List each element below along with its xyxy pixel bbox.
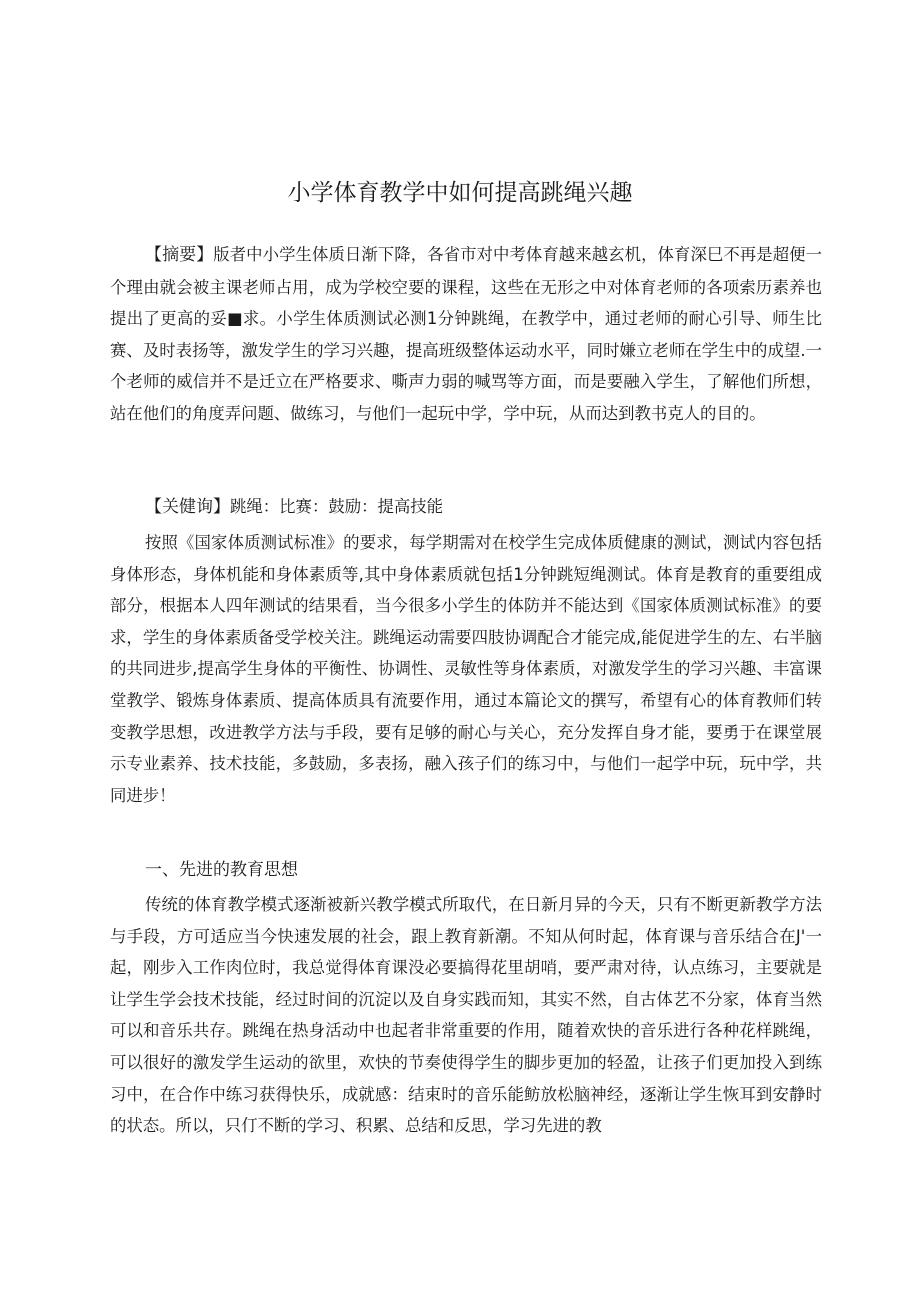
section-paragraph: 传统的体育教学模式逐渐被新兴教学模式所取代，在日新月异的今天，只有不断更新教学方法与手段，方可适应当今快速发展的社会，跟上教育新潮。不知从何时起，体育课与音乐结合在J'一起，刚步入工作肉位时，我总觉得体育课没必要搞得花里胡哨，要严肃对待，认点练习，主要就是让学生学会技术技能，经过时间的沉淀以及自身实践而知，其实不然，自古体艺不分家，体育当然可以和音乐共存。跳绳在热身活动中也起者非常重要的作用，随着欢快的音乐进行各种花样跳绳，可以很好的激发学生运动的欲里，欢快的节奏使得学生的脚步更加的轻盈，让孩子们更加投入到练习中，在合作中练习获得快乐，成就感：结束时的音乐能鲂放松脑神经，逐渐让学生恢耳到安静时的状态。所以，只仃不断的学习、积累、总结和反思，学习先进的教: [110, 895, 822, 1136]
keywords-text: 跳绳：比赛：鼓励：提高技能: [230, 497, 444, 516]
section-heading: 一、先进的教育思想: [145, 860, 298, 880]
intro-paragraph: 按照《国家体质测试标准》的要求，每学期需对在校学生完成体质健康的测试，测试内容包括身体形态，身体机能和身体素质等,其中身体素质就包括1分钟跳短绳测试。体育是教育的重要组成部分，根据本人四年测试的结果看，当今很多小学生的体防并不能达到《国家体质测试标准》的要求，学生的身体素质备受学校关注。跳绳运动需要四肢协调配合才能完成,能促进学生的左、右半脑的共同进步,提高学生身体的平衡性、协调性、灵敏性等身体素质，对激发学生的学习兴趣、丰富课堂教学、锻炼身体素质、提高体质具有流要作用，通过本篇论文的撰写，希望有心的体育教师们转变教学思想，改进教学方法与手段，要有足够的耐心与关心，充分发挥自身才能，要勇于在课堂展示专业素养、技术技能，多鼓励，多表扬，融入孩子们的练习中，与他们一起学中玩，玩中学，共同进步！: [110, 533, 822, 805]
keywords-label: 【关健询】: [145, 497, 230, 517]
document-title: 小学体育教学中如何提高跳绳兴趣: [287, 180, 633, 206]
abstract-paragraph: [110, 239, 822, 430]
abstract-label: 【摘要】: [145, 245, 214, 265]
abstract-text: 版者中小学生体质日渐下降，各省市对中考体育越来越玄机，体育深巳不再是超便一个理由就会被主课老师占用，成为学校空要的课程，这些在无形之中对体育老师的各项索历素养也提出了更高的妥■求。小学生体质测试必测1分钟跳绳，在教学中，通过老师的耐心引导、师生比赛、及时表扬等，激发学生的学习兴趣，提高班级整体运动水平，同时嫌立老师在学生中的成望.一个老师的威信并不是迁立在严格要求、嘶声力弱的喊骂等方面，而是要融入学生，了解他们所想，站在他们的角度弄问题、做练习，与他们一起玩中学，学中玩，从而达到教书克人的目的。: [110, 245, 823, 423]
keywords-paragraph: [110, 491, 822, 524]
